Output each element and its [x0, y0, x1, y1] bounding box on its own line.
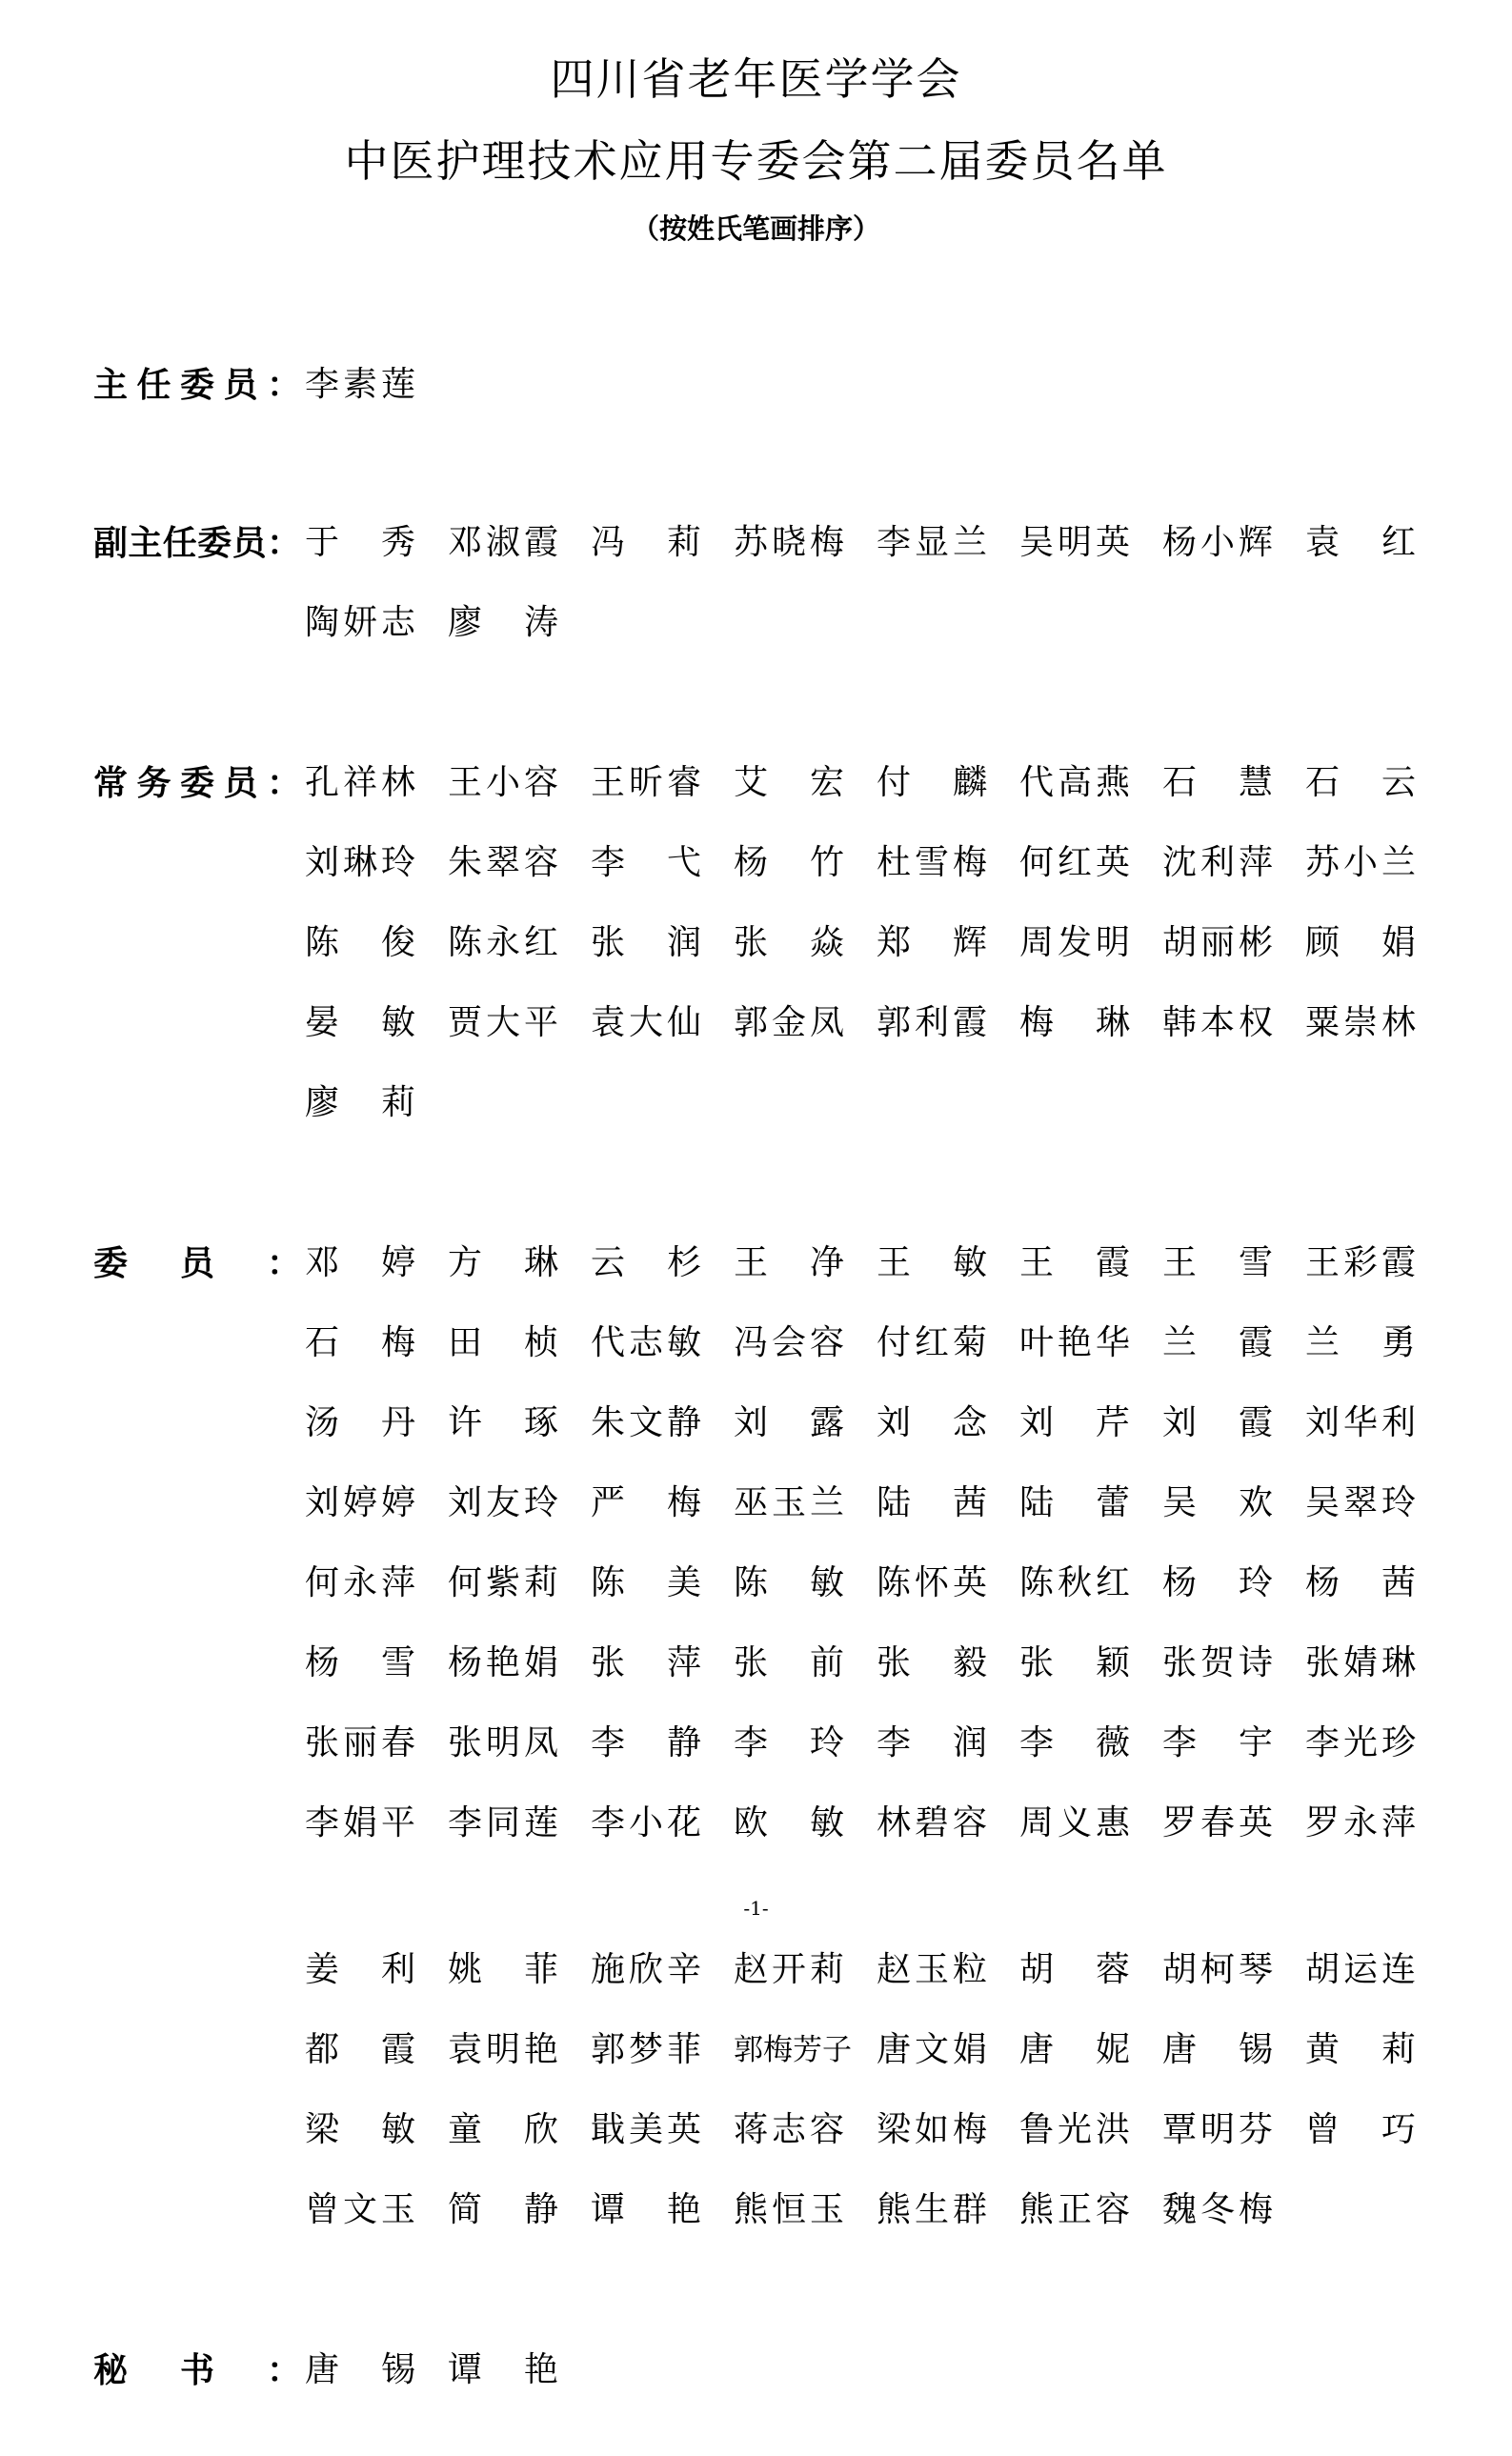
member-name: 吴 明 英 — [1019, 523, 1130, 562]
member-name: 唐 妮 — [1019, 2030, 1130, 2069]
member-name: 张 毅 — [877, 1643, 987, 1682]
member-name: 廖 涛 — [448, 603, 558, 642]
member-name: 兰 霞 — [1162, 1323, 1273, 1362]
member-name: 熊 恒 玉 — [734, 2190, 844, 2229]
member-name: 田 桢 — [448, 1323, 558, 1362]
member-name: 欧 敏 — [734, 1803, 844, 1842]
member-name: 代 高 燕 — [1019, 763, 1130, 802]
member-name: 唐 文 娟 — [877, 2030, 987, 2069]
member-name: 方 琳 — [448, 1243, 558, 1282]
member-name: 朱 文 静 — [591, 1403, 701, 1442]
document-title-line1: 四川省老年医学学会 — [550, 53, 962, 105]
member-name: 胡 柯 琴 — [1162, 1950, 1273, 1989]
member-name: 曾 文 玉 — [305, 2190, 415, 2229]
member-name: 戢 美 英 — [591, 2110, 701, 2149]
member-name: 李 弋 — [591, 843, 701, 882]
member-name: 施 欣 辛 — [591, 1950, 701, 1989]
member-name: 许 琢 — [448, 1403, 558, 1442]
member-name: 张 润 — [591, 923, 701, 962]
member-name: 胡 蓉 — [1019, 1950, 1130, 1989]
member-name: 刘 华 利 — [1305, 1403, 1416, 1442]
member-name: 李 宇 — [1162, 1723, 1273, 1762]
member-name: 李 素 莲 — [305, 365, 415, 404]
member-name: 杨 艳 娟 — [448, 1643, 558, 1682]
member-name: 郭 梦 菲 — [591, 2030, 701, 2069]
member-name: 赵 玉 粒 — [877, 1950, 987, 1989]
member-name: 张 焱 — [734, 923, 844, 962]
member-name: 周 发 明 — [1019, 923, 1130, 962]
member-name: 杨 小 辉 — [1162, 523, 1273, 562]
member-name: 周 义 惠 — [1019, 1803, 1130, 1842]
member-name: 王 小 容 — [448, 763, 558, 802]
member-name: 陈 敏 — [734, 1563, 844, 1602]
member-name: 何 紫 莉 — [448, 1563, 558, 1602]
member-name: 廖 莉 — [305, 1083, 415, 1122]
member-name: 李 静 — [591, 1723, 701, 1762]
member-name: 顾 娟 — [1305, 923, 1416, 962]
member-name: 袁 红 — [1305, 523, 1416, 562]
role-standing-member-label: 常 务 委 员 ： — [93, 763, 301, 803]
role-director-label: 主 任 委 员 ： — [93, 365, 301, 405]
member-name: 林 碧 容 — [877, 1803, 987, 1842]
member-name: 朱 翠 容 — [448, 843, 558, 882]
member-name: 代 志 敏 — [591, 1323, 701, 1362]
member-name: 罗 春 英 — [1162, 1803, 1273, 1842]
member-name: 陈 秋 红 — [1019, 1563, 1130, 1602]
member-name: 邓 婷 — [305, 1243, 415, 1282]
member-name: 兰 勇 — [1305, 1323, 1416, 1362]
member-name: 刘 婷 婷 — [305, 1483, 415, 1522]
member-name: 晏 敏 — [305, 1003, 415, 1042]
member-name: 覃 明 芬 — [1162, 2110, 1273, 2149]
member-name: 巫 玉 兰 — [734, 1483, 844, 1522]
member-name: 吴 翠 玲 — [1305, 1483, 1416, 1522]
page-number: -1- — [743, 1897, 769, 1920]
member-name: 陶 妍 志 — [305, 603, 415, 642]
member-name: 张 颖 — [1019, 1643, 1130, 1682]
member-name: 刘 琳 玲 — [305, 843, 415, 882]
member-name: 姚 菲 — [448, 1950, 558, 1989]
member-name: 熊 生 群 — [877, 2190, 987, 2229]
member-name: 都 霞 — [305, 2030, 415, 2069]
member-name: 王 昕 睿 — [591, 763, 701, 802]
member-name: 陈 怀 英 — [877, 1563, 987, 1602]
member-name: 陈 俊 — [305, 923, 415, 962]
member-name: 李 显 兰 — [877, 523, 987, 562]
member-name: 何 永 萍 — [305, 1563, 415, 1602]
member-name: 冯 莉 — [591, 523, 701, 562]
member-name: 刘 友 玲 — [448, 1483, 558, 1522]
member-name: 张 前 — [734, 1643, 844, 1682]
member-name: 陆 蕾 — [1019, 1483, 1130, 1522]
member-name: 于 秀 — [305, 523, 415, 562]
member-name: 张 萍 — [591, 1643, 701, 1682]
member-name: 张 丽 春 — [305, 1723, 415, 1762]
member-name: 李 光 珍 — [1305, 1723, 1416, 1762]
member-name: 杜 雪 梅 — [877, 843, 987, 882]
member-name: 王 净 — [734, 1243, 844, 1282]
member-name: 袁 明 艳 — [448, 2030, 558, 2069]
member-name: 赵 开 莉 — [734, 1950, 844, 1989]
member-name: 杨 玲 — [1162, 1563, 1273, 1602]
member-name: 刘 霞 — [1162, 1403, 1273, 1442]
member-name: 熊 正 容 — [1019, 2190, 1130, 2229]
member-name: 唐 锡 — [305, 2350, 415, 2389]
member-name: 魏 冬 梅 — [1162, 2190, 1273, 2229]
member-name: 李 娟 平 — [305, 1803, 415, 1842]
member-name: 胡 丽 彬 — [1162, 923, 1273, 962]
member-name: 唐 锡 — [1162, 2030, 1273, 2069]
member-name: 陈 美 — [591, 1563, 701, 1602]
member-name: 王 霞 — [1019, 1243, 1130, 1282]
member-name: 罗 永 萍 — [1305, 1803, 1416, 1842]
member-name: 刘 露 — [734, 1403, 844, 1442]
member-name: 郭 利 霞 — [877, 1003, 987, 1042]
member-name: 石 梅 — [305, 1323, 415, 1362]
member-name: 袁 大 仙 — [591, 1003, 701, 1042]
member-name: 杨 竹 — [734, 843, 844, 882]
member-name: 云 杉 — [591, 1243, 701, 1282]
member-name: 冯 会 容 — [734, 1323, 844, 1362]
member-name: 何 红 英 — [1019, 843, 1130, 882]
member-name: 吴 欢 — [1162, 1483, 1273, 1522]
document-title-line2: 中医护理技术应用专委会第二届委员名单 — [344, 135, 1168, 187]
member-name: 杨 雪 — [305, 1643, 415, 1682]
member-name: 刘 芹 — [1019, 1403, 1130, 1442]
member-name: 王 彩 霞 — [1305, 1243, 1416, 1282]
member-name: 粟 崇 林 — [1305, 1003, 1416, 1042]
member-name: 付 红 菊 — [877, 1323, 987, 1362]
member-name: 李 同 莲 — [448, 1803, 558, 1842]
member-name: 张 明 凤 — [448, 1723, 558, 1762]
member-name: 苏 晓 梅 — [734, 523, 844, 562]
member-name: 杨 茜 — [1305, 1563, 1416, 1602]
member-name: 郭 梅 芳 子 — [734, 2033, 852, 2067]
member-name: 谭 艳 — [448, 2350, 558, 2389]
member-name: 石 云 — [1305, 763, 1416, 802]
role-member-label: 委 员 ： — [93, 1243, 301, 1283]
member-name: 梅 琳 — [1019, 1003, 1130, 1042]
member-name: 刘 念 — [877, 1403, 987, 1442]
member-name: 李 小 花 — [591, 1803, 701, 1842]
member-name: 郭 金 凤 — [734, 1003, 844, 1042]
member-name: 陆 茜 — [877, 1483, 987, 1522]
member-name: 石 慧 — [1162, 763, 1273, 802]
member-name: 叶 艳 华 — [1019, 1323, 1130, 1362]
member-name: 付 麟 — [877, 763, 987, 802]
member-name: 蒋 志 容 — [734, 2110, 844, 2149]
member-name: 严 梅 — [591, 1483, 701, 1522]
member-name: 郑 辉 — [877, 923, 987, 962]
member-name: 王 雪 — [1162, 1243, 1273, 1282]
member-name: 谭 艳 — [591, 2190, 701, 2229]
member-name: 张 贺 诗 — [1162, 1643, 1273, 1682]
member-name: 苏 小 兰 — [1305, 843, 1416, 882]
member-name: 胡 运 连 — [1305, 1950, 1416, 1989]
member-name: 李 薇 — [1019, 1723, 1130, 1762]
member-name: 艾 宏 — [734, 763, 844, 802]
member-name: 汤 丹 — [305, 1403, 415, 1442]
role-deputy-director-label: 副 主 任 委 员 ： — [93, 523, 301, 563]
member-name: 姜 利 — [305, 1950, 415, 1989]
member-name: 李 玲 — [734, 1723, 844, 1762]
sorting-note: （按姓氏笔画排序） — [631, 212, 880, 245]
member-name: 黄 莉 — [1305, 2030, 1416, 2069]
member-name: 简 静 — [448, 2190, 558, 2229]
member-name: 梁 敏 — [305, 2110, 415, 2149]
member-name: 陈 永 红 — [448, 923, 558, 962]
role-secretary-label: 秘 书 ： — [93, 2350, 301, 2390]
member-name: 沈 利 萍 — [1162, 843, 1273, 882]
member-name: 邓 淑 霞 — [448, 523, 558, 562]
member-name: 贾 大 平 — [448, 1003, 558, 1042]
member-name: 孔 祥 林 — [305, 763, 415, 802]
member-name: 李 润 — [877, 1723, 987, 1762]
member-name: 张 婧 琳 — [1305, 1643, 1416, 1682]
member-name: 梁 如 梅 — [877, 2110, 987, 2149]
member-name: 童 欣 — [448, 2110, 558, 2149]
member-name: 王 敏 — [877, 1243, 987, 1282]
member-name: 韩 本 权 — [1162, 1003, 1273, 1042]
member-name: 鲁 光 洪 — [1019, 2110, 1130, 2149]
member-name: 曾 巧 — [1305, 2110, 1416, 2149]
